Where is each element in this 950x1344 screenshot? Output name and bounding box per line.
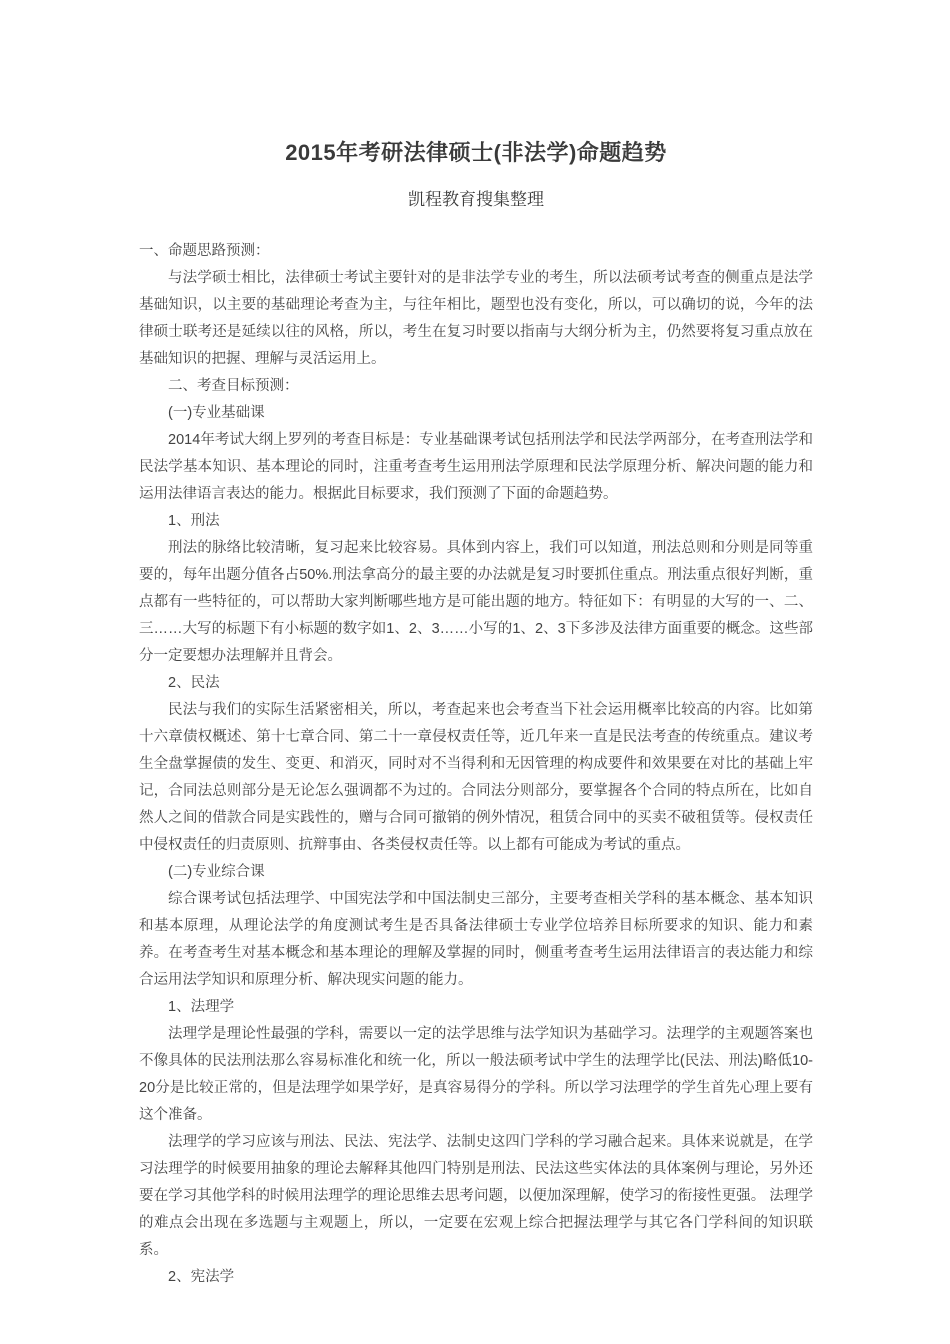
paragraph: 一、命题思路预测： xyxy=(139,243,270,259)
paragraph: 法理学是理论性最强的学科，需要以一定的法学思维与法学知识为基础学习。法理学的主观题答案也不像具体的民法刑法那么容易标准化和统一化，所以一般法硕考试中学生的法理学比(民法、刑法)略低10-20分是比较正常的，但是法理学如果学好，是真容易得分的学科。所以学习法理学的学生首先心理上要有这个准备。 xyxy=(139,1026,813,1123)
paragraph: 2、宪法学 xyxy=(168,1269,235,1285)
paragraph: (二)专业综合课 xyxy=(168,864,265,880)
document-body xyxy=(139,238,813,1291)
paragraph: 1、法理学 xyxy=(168,999,235,1015)
paragraph: 法理学的学习应该与刑法、民法、宪法学、法制史这四门学科的学习融合起来。具体来说就是，在学习法理学的时候要用抽象的理论去解释其他四门特别是刑法、民法这些实体法的具体案例与理论，另外还要在学习其他学科的时候用法理学的理论思维去思考问题，以便加深理解，使学习的衔接性更强。 法理学的难点会出现在多选题与主观题上，所以，一定要在宏观上综合把握法理学与其它各门学科间的知识联系。 xyxy=(139,1134,813,1258)
paragraph: 1、刑法 xyxy=(168,513,220,529)
paragraph: 刑法的脉络比较清晰，复习起来比较容易。具体到内容上，我们可以知道，刑法总则和分则是同等重要的，每年出题分值各占50%.刑法拿高分的最主要的办法就是复习时要抓住重点。刑法重点很好判断，重点都有一些特征的，可以帮助大家判断哪些地方是可能出题的地方。特征如下：有明显的大写的一、二、三……大写的标题下有小标题的数字如1、2、3……小写的1、2、3下多涉及法律方面重要的概念。这些部分一定要想办法理解并且背会。 xyxy=(139,540,813,664)
paragraph: (一)专业基础课 xyxy=(168,405,265,421)
paragraph: 二、考查目标预测： xyxy=(168,378,299,394)
paragraph: 2、民法 xyxy=(168,675,220,691)
document-title: 2015年考研法律硕士(非法学)命题趋势 xyxy=(285,140,667,165)
document-subtitle: 凯程教育搜集整理 xyxy=(408,190,544,209)
paragraph: 2014年考试大纲上罗列的考查目标是：专业基础课考试包括刑法学和民法学两部分，在考查刑法学和民法学基本知识、基本理论的同时，注重考查考生运用刑法学原理和民法学原理分析、解决问题的能力和运用法律语言表达的能力。根据此目标要求，我们预测了下面的命题趋势。 xyxy=(139,432,813,502)
paragraph: 综合课考试包括法理学、中国宪法学和中国法制史三部分，主要考查相关学科的基本概念、基本知识和基本原理，从理论法学的角度测试考生是否具备法律硕士专业学位培养目标所要求的知识、能力和素养。在考查考生对基本概念和基本理论的理解及掌握的同时，侧重考查考生运用法律语言的表达能力和综合运用法学知识和原理分析、解决现实问题的能力。 xyxy=(139,891,813,988)
paragraph: 民法与我们的实际生活紧密相关，所以，考查起来也会考查当下社会运用概率比较高的内容。比如第十六章债权概述、第十七章合同、第二十一章侵权责任等，近几年来一直是民法考查的传统重点。建议考生全盘掌握债的发生、变更、和消灭，同时对不当得利和无因管理的构成要件和效果要在对比的基础上牢记，合同法总则部分是无论怎么强调都不为过的。合同法分则部分，要掌握各个合同的特点所在，比如自然人之间的借款合同是实践性的，赠与合同可撤销的例外情况，租赁合同中的买卖不破租赁等。侵权责任中侵权责任的归责原则、抗辩事由、各类侵权责任等。以上都有可能成为考试的重点。 xyxy=(139,702,813,853)
paragraph: 与法学硕士相比，法律硕士考试主要针对的是非法学专业的考生，所以法硕考试考查的侧重点是法学基础知识，以主要的基础理论考查为主，与往年相比，题型也没有变化，所以，可以确切的说，今年的法律硕士联考还是延续以往的风格，所以，考生在复习时要以指南与大纲分析为主，仍然要将复习重点放在基础知识的把握、理解与灵活运用上。 xyxy=(139,270,813,367)
